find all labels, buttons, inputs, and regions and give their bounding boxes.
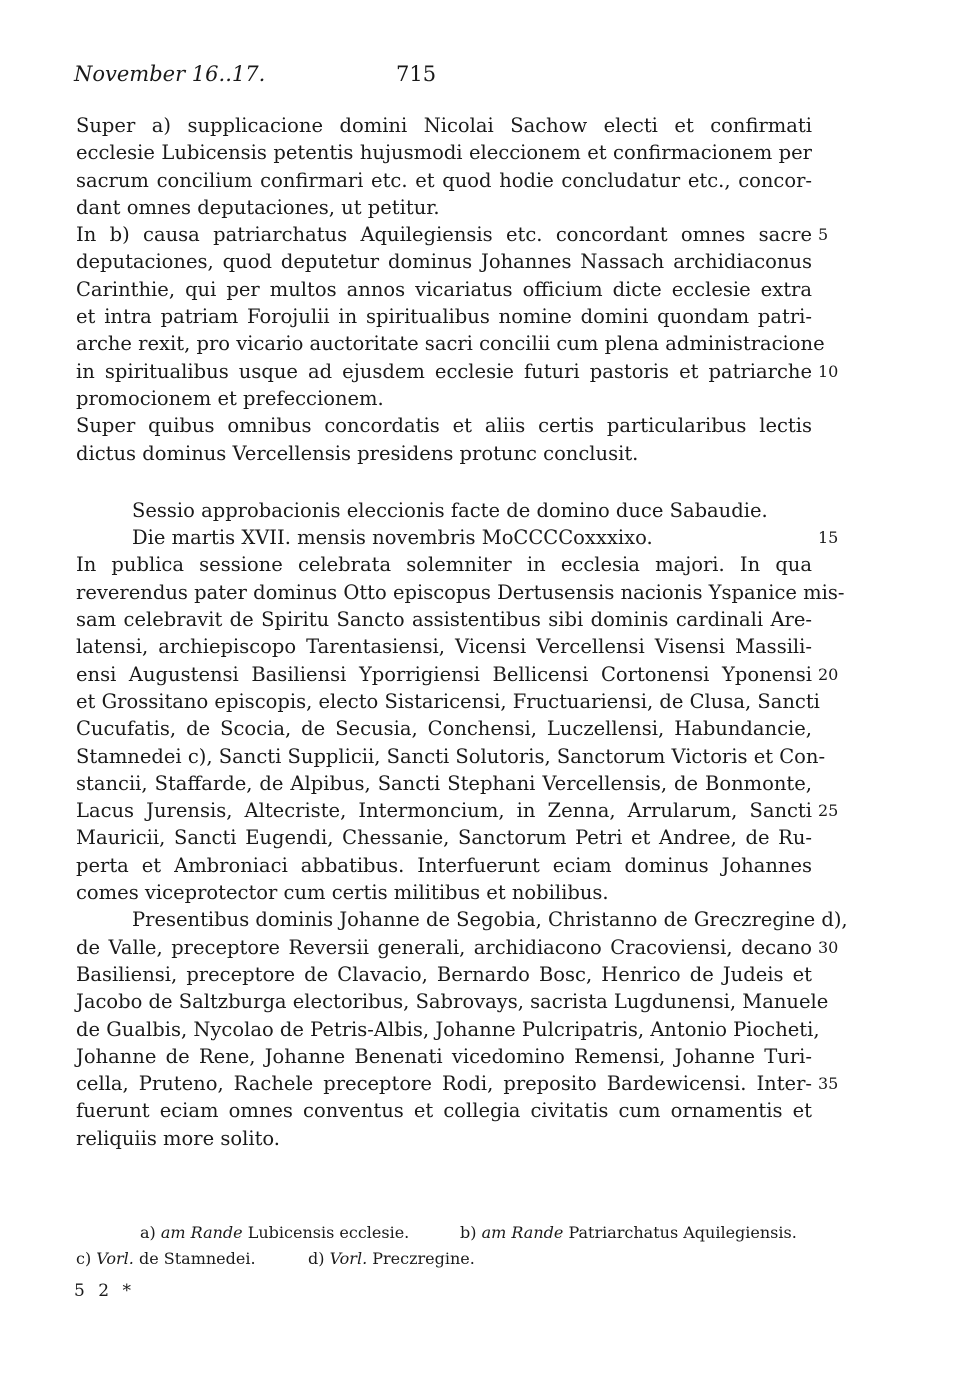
text-line: arche rexit, pro vicario auctoritate sacri concilii cum plena administracione xyxy=(76,332,825,356)
text-line: reliquiis more solito. xyxy=(76,1126,280,1150)
printer-signature: 5 2 * xyxy=(74,1281,135,1301)
line-number: 25 xyxy=(818,801,839,821)
text-line: dictus dominus Vercellensis presidens protunc conclusit. xyxy=(76,441,639,465)
text-line: reverendus pater dominus Otto episcopus Dertusensis nacionis Yspanice mis- xyxy=(76,580,845,604)
text-line: Presentibus dominis Johanne de Segobia, Christanno de Greczregine d), xyxy=(132,908,848,932)
line-number: 30 xyxy=(818,937,839,957)
text-line: Super quibus omnibus concordatis et aliis certis particularibus lectis xyxy=(76,414,812,438)
text-line: sam celebravit de Spiritu Sancto assistentibus sibi dominis cardinali Are- xyxy=(76,608,812,632)
text-line: Basiliensi, preceptore de Clavacio, Bernardo Bosc, Henrico de Judeis et xyxy=(76,962,812,986)
page-header xyxy=(74,62,814,92)
footnote-c: c) Vorl. de Stamnedei. xyxy=(76,1249,256,1268)
text-line: deputaciones, quod deputetur dominus Johannes Nassach archidiaconus xyxy=(76,250,812,274)
text-line: In b) causa patriarchatus Aquilegiensis etc. concordant omnes sacre 5 xyxy=(76,221,812,248)
text-line: sacrum concilium confirmari etc. et quod hodie concludatur etc., concor- xyxy=(76,168,812,192)
main-text xyxy=(76,112,848,1152)
text-line: fuerunt eciam omnes conventus et collegia civitatis cum ornamentis et xyxy=(76,1099,812,1123)
text-line: perta et Ambroniaci abbatibus. Interfuerunt eciam dominus Johannes xyxy=(76,853,812,877)
line-number: 35 xyxy=(818,1074,839,1094)
text-line: stancii, Staffarde, de Alpibus, Sancti Stephani Vercellensis, de Bonmonte, xyxy=(76,771,812,795)
text-line: in spiritualibus usque ad ejusdem ecclesie futuri pastoris et patriarche 10 xyxy=(76,358,812,385)
text-line: et intra patriam Forojulii in spiritualibus nomine domini quondam patri- xyxy=(76,305,812,329)
running-head: November 16..17. xyxy=(74,62,266,86)
text-line: Jacobo de Saltzburga electoribus, Sabrovays, sacrista Lugdunensi, Manuele xyxy=(76,990,829,1014)
footnote-d: d) Vorl. Preczregine. xyxy=(308,1249,475,1268)
line-number: 5 xyxy=(818,225,829,245)
footnote-b: b) am Rande Patriarchatus Aquilegiensis. xyxy=(460,1223,797,1242)
text-line: Mauricii, Sancti Eugendi, Chessanie, Sanctorum Petri et Andree, de Ru- xyxy=(76,826,812,850)
footnote-a: a) am Rande Lubicensis ecclesie. xyxy=(140,1223,410,1242)
line-number: 15 xyxy=(818,528,839,548)
session-date: Die martis XVII. mensis novembris MoCCCCoxxxixo. 15 xyxy=(76,524,812,551)
text-line: et Grossitano episcopis, electo Sistaricensi, Fructuariensi, de Clusa, Sancti xyxy=(76,689,820,713)
text-line: Carinthie, qui per multos annos vicariatus officium dicte ecclesie extra xyxy=(76,277,812,301)
text-line: Lacus Jurensis, Altecriste, Intermoncium, in Zenna, Arrularum, Sancti 25 xyxy=(76,797,812,824)
text-line: ensi Augustensi Basiliensi Yporrigiensi Bellicensi Cortonensi Yponensi 20 xyxy=(76,661,812,688)
text-line: cella, Pruteno, Rachele preceptore Rodi, preposito Bardewicensi. Inter- 35 xyxy=(76,1070,812,1097)
session-heading: Sessio approbacionis eleccionis facte de domino duce Sabaudie. xyxy=(132,498,768,522)
text-line: comes viceprotector cum certis militibus et nobilibus. xyxy=(76,881,609,905)
text-line: ecclesie Lubicensis petentis hujusmodi eleccionem et confirmacionem per xyxy=(76,141,812,165)
text-line: de Gualbis, Nycolao de Petris-Albis, Johanne Pulcripatris, Antonio Piocheti, xyxy=(76,1017,820,1041)
page-number: 715 xyxy=(396,62,437,86)
text-line: de Valle, preceptore Reversii generali, archidiacono Cracoviensi, decano 30 xyxy=(76,934,812,961)
line-number: 20 xyxy=(818,664,839,684)
text-line: dant omnes deputaciones, ut petitur. xyxy=(76,195,440,219)
text-line: Johanne de Rene, Johanne Benenati vicedomino Remensi, Johanne Turi- xyxy=(76,1044,812,1068)
footnotes xyxy=(76,1220,812,1272)
text-line: Super a) supplicacione domini Nicolai Sachow electi et confirmati xyxy=(76,114,812,137)
text-line: In publica sessione celebrata solemniter in ecclesia majori. In qua xyxy=(76,553,812,577)
text-line: Stamnedei c), Sancti Supplicii, Sancti Solutoris, Sanctorum Victoris et Con- xyxy=(76,744,826,768)
line-number: 10 xyxy=(818,361,839,381)
text-line: Cucufatis, de Scocia, de Secusia, Conchensi, Luczellensi, Habundancie, xyxy=(76,717,812,741)
text-line: latensi, archiepiscopo Tarentasiensi, Vicensi Vercellensi Visensi Massili- xyxy=(76,635,812,659)
text-line: promocionem et prefeccionem. xyxy=(76,386,384,410)
